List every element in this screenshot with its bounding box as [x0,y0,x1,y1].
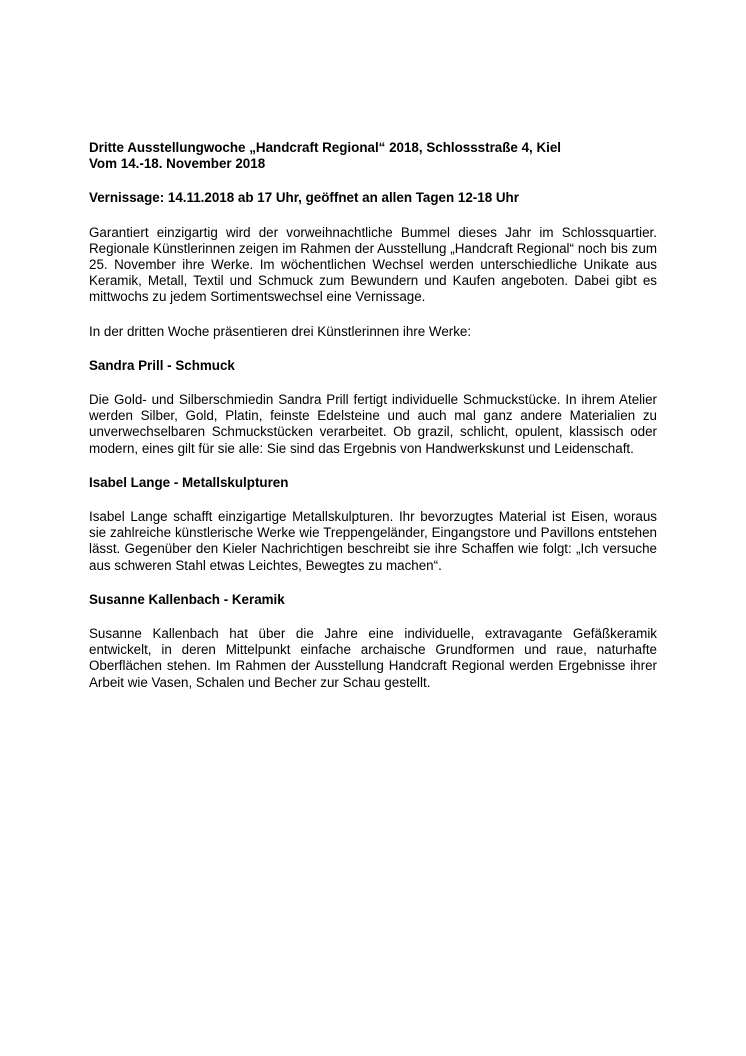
section-heading-lange: Isabel Lange - Metallskulpturen [89,474,289,490]
spacer [89,491,657,509]
document-title-line1: Dritte Ausstellungwoche „Handcraft Regional“ 2018, Schlossstraße 4, Kiel [89,140,562,155]
intro-paragraph: Garantiert einzigartig wird der vorweihnachtliche Bummel dieses Jahr im Schlossquartier. Regionale Künstlerinnen zeigen im Rahmen der Ausstellung „Handcraft Regional“ noch bis zum 25. November ihre Werke. Im wöchentlichen Wechsel werden unterschiedliche Unikate aus Keramik, Metall, Textil und Schmuck zum Bewundern und Kaufen angeboten. Dabei gibt es mittwochs zu jedem Sortimentswechsel eine Vernissage. [89,224,657,305]
spacer [89,374,657,392]
section-heading-kallenbach: Susanne Kallenbach - Keramik [89,591,285,607]
document-content [89,140,657,691]
spacer [89,608,657,626]
section-heading-prill: Sandra Prill - Schmuck [89,357,235,373]
spacer [89,340,657,358]
lead-paragraph: In der dritten Woche präsentieren drei Künstlerinnen ihre Werke: [89,323,472,339]
spacer [89,207,657,225]
section-text-kallenbach: Susanne Kallenbach hat über die Jahre eine individuelle, extravagante Gefäßkeramik entwickelt, in deren Mittelpunkt einfache archaische Grundformen und raue, naturhafte Oberflächen stehen. Im Rahmen der Ausstellung Handcraft Regional werden Ergebnisse ihrer Arbeit wie Vasen, Schalen und Becher zur Schau gestellt. [89,626,657,690]
document-title-line2: Vom 14.-18. November 2018 [89,156,266,172]
spacer [89,457,657,475]
section-text-lange: Isabel Lange schafft einzigartige Metallskulpturen. Ihr bevorzugtes Material ist Eisen, woraus sie zahlreiche künstlerische Werke wie Treppengeländer, Eingangstore und Pavillons entstehen lässt. Gegenüber den Kieler Nachrichtigen beschreibt sie ihre Schaffen wie folgt: „Ich versuche aus schweren Stahl etwas Leichtes, Bewegtes zu machen“. [89,509,657,573]
spacer [89,306,657,324]
spacer [89,172,657,190]
spacer [89,574,657,592]
vernissage-line: Vernissage: 14.11.2018 ab 17 Uhr, geöffnet an allen Tagen 12-18 Uhr [89,190,519,206]
section-text-prill: Die Gold- und Silberschmiedin Sandra Prill fertigt individuelle Schmuckstücke. In ihrem Atelier werden Silber, Gold, Platin, feinste Edelsteine und auch mal ganz andere Materialien zu unverwechselbaren Schmuckstücken verarbeitet. Ob grazil, schlicht, opulent, klassisch oder modern, eines gilt für sie alle: Sie sind das Ergebnis von Handwerkskunst und Leidenschaft. [89,392,657,456]
